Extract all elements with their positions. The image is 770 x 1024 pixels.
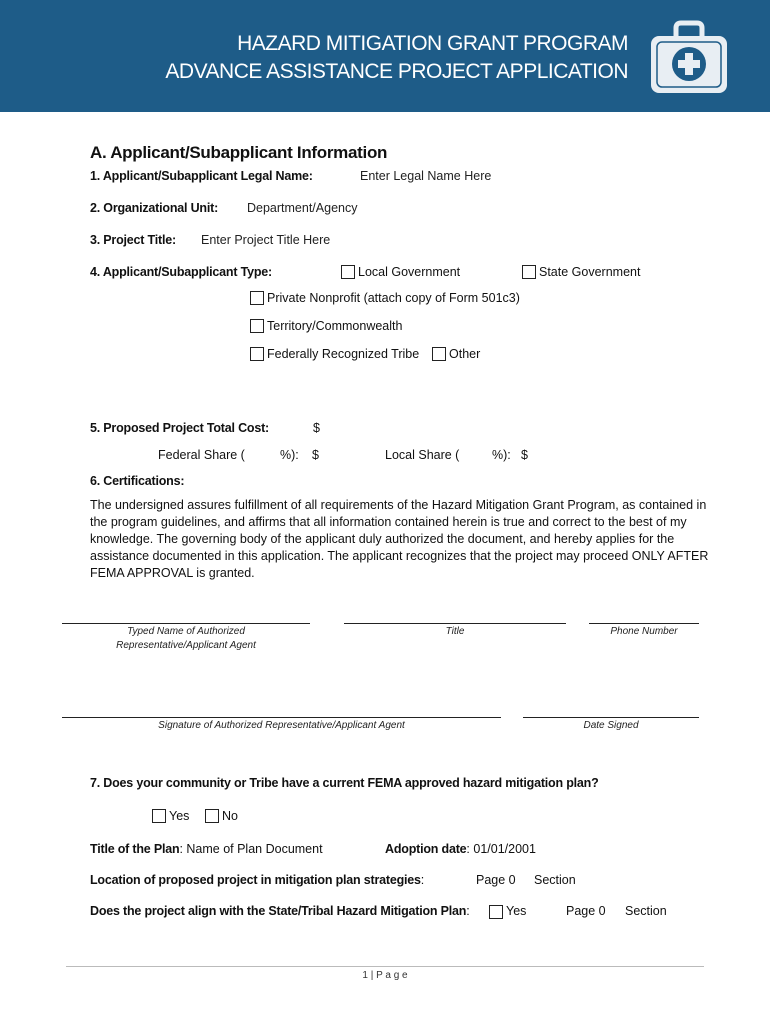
certification-line: FEMA APPROVAL is granted. xyxy=(90,566,255,580)
legal-name-field[interactable]: Enter Legal Name Here xyxy=(360,169,492,183)
signature-caption: Signature of Authorized Representative/Applicant Agent xyxy=(158,720,405,731)
local-share-percent: %): xyxy=(492,448,511,462)
federal-share-dollar[interactable]: $ xyxy=(312,448,319,462)
territory-label: Territory/Commonwealth xyxy=(267,319,403,333)
align-page-field[interactable]: Page 0 xyxy=(566,904,606,918)
local-share-dollar[interactable]: $ xyxy=(521,448,528,462)
mitigation-plan-question: 7. Does your community or Tribe have a current FEMA approved hazard mitigation plan? xyxy=(90,776,599,790)
phone-line[interactable] xyxy=(589,623,699,624)
typed-name-caption-line1: Typed Name of Authorized xyxy=(127,626,245,637)
header-title-line2: ADVANCE ASSISTANCE PROJECT APPLICATION xyxy=(165,60,628,83)
section-a-heading: A. Applicant/Subapplicant Information xyxy=(90,143,388,162)
local-government-checkbox[interactable] xyxy=(341,265,355,279)
first-aid-kit-icon xyxy=(648,20,730,96)
adoption-date-label: Adoption date xyxy=(385,842,467,856)
org-unit-field[interactable]: Department/Agency xyxy=(247,201,358,215)
phone-caption: Phone Number xyxy=(610,626,678,637)
align-section-field[interactable]: Section xyxy=(625,904,667,918)
align-yes-checkbox[interactable] xyxy=(489,905,503,919)
territory-checkbox[interactable] xyxy=(250,319,264,333)
title-line[interactable] xyxy=(344,623,566,624)
project-title-field[interactable]: Enter Project Title Here xyxy=(201,233,331,247)
plan-no-checkbox[interactable] xyxy=(205,809,219,823)
header-banner xyxy=(0,0,770,112)
plan-title-field[interactable]: : Name of Plan Document xyxy=(179,842,323,856)
align-label: Does the project align with the State/Tribal Hazard Mitigation Plan xyxy=(90,904,467,918)
page-number: 1 | P a g e xyxy=(362,970,408,981)
location-row xyxy=(90,873,424,887)
adoption-date-row xyxy=(385,842,536,856)
legal-name-label: 1. Applicant/Subapplicant Legal Name: xyxy=(90,169,313,183)
date-signed-caption: Date Signed xyxy=(583,720,639,731)
location-label: Location of proposed project in mitigation plan strategies xyxy=(90,873,421,887)
local-share-label: Local Share ( xyxy=(385,448,460,462)
align-row xyxy=(90,904,470,918)
location-page-field[interactable]: Page 0 xyxy=(476,873,516,887)
org-unit-label: 2. Organizational Unit: xyxy=(90,201,219,215)
federal-share-percent: %): xyxy=(280,448,299,462)
certification-line: knowledge. The governing body of the applicant duly authorized the document, and hereby applies for the xyxy=(90,532,675,546)
tribe-checkbox[interactable] xyxy=(250,347,264,361)
footer-divider xyxy=(66,966,704,967)
project-title-label: 3. Project Title: xyxy=(90,233,176,247)
typed-name-line[interactable] xyxy=(62,623,310,624)
private-nonprofit-checkbox[interactable] xyxy=(250,291,264,305)
certification-line: The undersigned assures fulfillment of all requirements of the Hazard Mitigation Grant Program, as contained in xyxy=(90,498,707,512)
signature-line[interactable] xyxy=(62,717,501,718)
typed-name-caption xyxy=(62,625,310,653)
state-government-label: State Government xyxy=(539,265,641,279)
total-cost-dollar[interactable]: $ xyxy=(313,421,320,435)
tribe-label: Federally Recognized Tribe xyxy=(267,347,420,361)
certification-text xyxy=(90,497,750,582)
total-cost-label: 5. Proposed Project Total Cost: xyxy=(90,421,270,435)
location-colon: : xyxy=(420,873,425,887)
certification-line: assistance documented in this application. The applicant recognizes that the project may proceed ONLY AFTER xyxy=(90,549,709,563)
typed-name-caption-line2: Representative/Applicant Agent xyxy=(116,640,256,651)
align-yes-label: Yes xyxy=(506,904,527,918)
local-government-label: Local Government xyxy=(358,265,461,279)
title-caption: Title xyxy=(445,626,465,637)
certification-line: the program guidelines, and affirms that all information contained herein is true and correct to the best of my xyxy=(90,515,687,529)
location-section-field[interactable]: Section xyxy=(534,873,576,887)
date-signed-line[interactable] xyxy=(523,717,699,718)
align-colon: : xyxy=(466,904,470,918)
certifications-label: 6. Certifications: xyxy=(90,474,185,488)
private-nonprofit-label: Private Nonprofit (attach copy of Form 501c3) xyxy=(267,291,520,305)
header-title-line1: HAZARD MITIGATION GRANT PROGRAM xyxy=(237,32,628,55)
plan-yes-label: Yes xyxy=(169,809,190,823)
plan-no-label: No xyxy=(222,809,238,823)
plan-yes-checkbox[interactable] xyxy=(152,809,166,823)
plan-title-label: Title of the Plan xyxy=(90,842,180,856)
other-label: Other xyxy=(449,347,481,361)
other-checkbox[interactable] xyxy=(432,347,446,361)
plan-title-row xyxy=(90,842,323,856)
applicant-type-label: 4. Applicant/Subapplicant Type: xyxy=(90,265,273,279)
adoption-date-field[interactable]: : 01/01/2001 xyxy=(466,842,536,856)
federal-share-label: Federal Share ( xyxy=(158,448,245,462)
state-government-checkbox[interactable] xyxy=(522,265,536,279)
